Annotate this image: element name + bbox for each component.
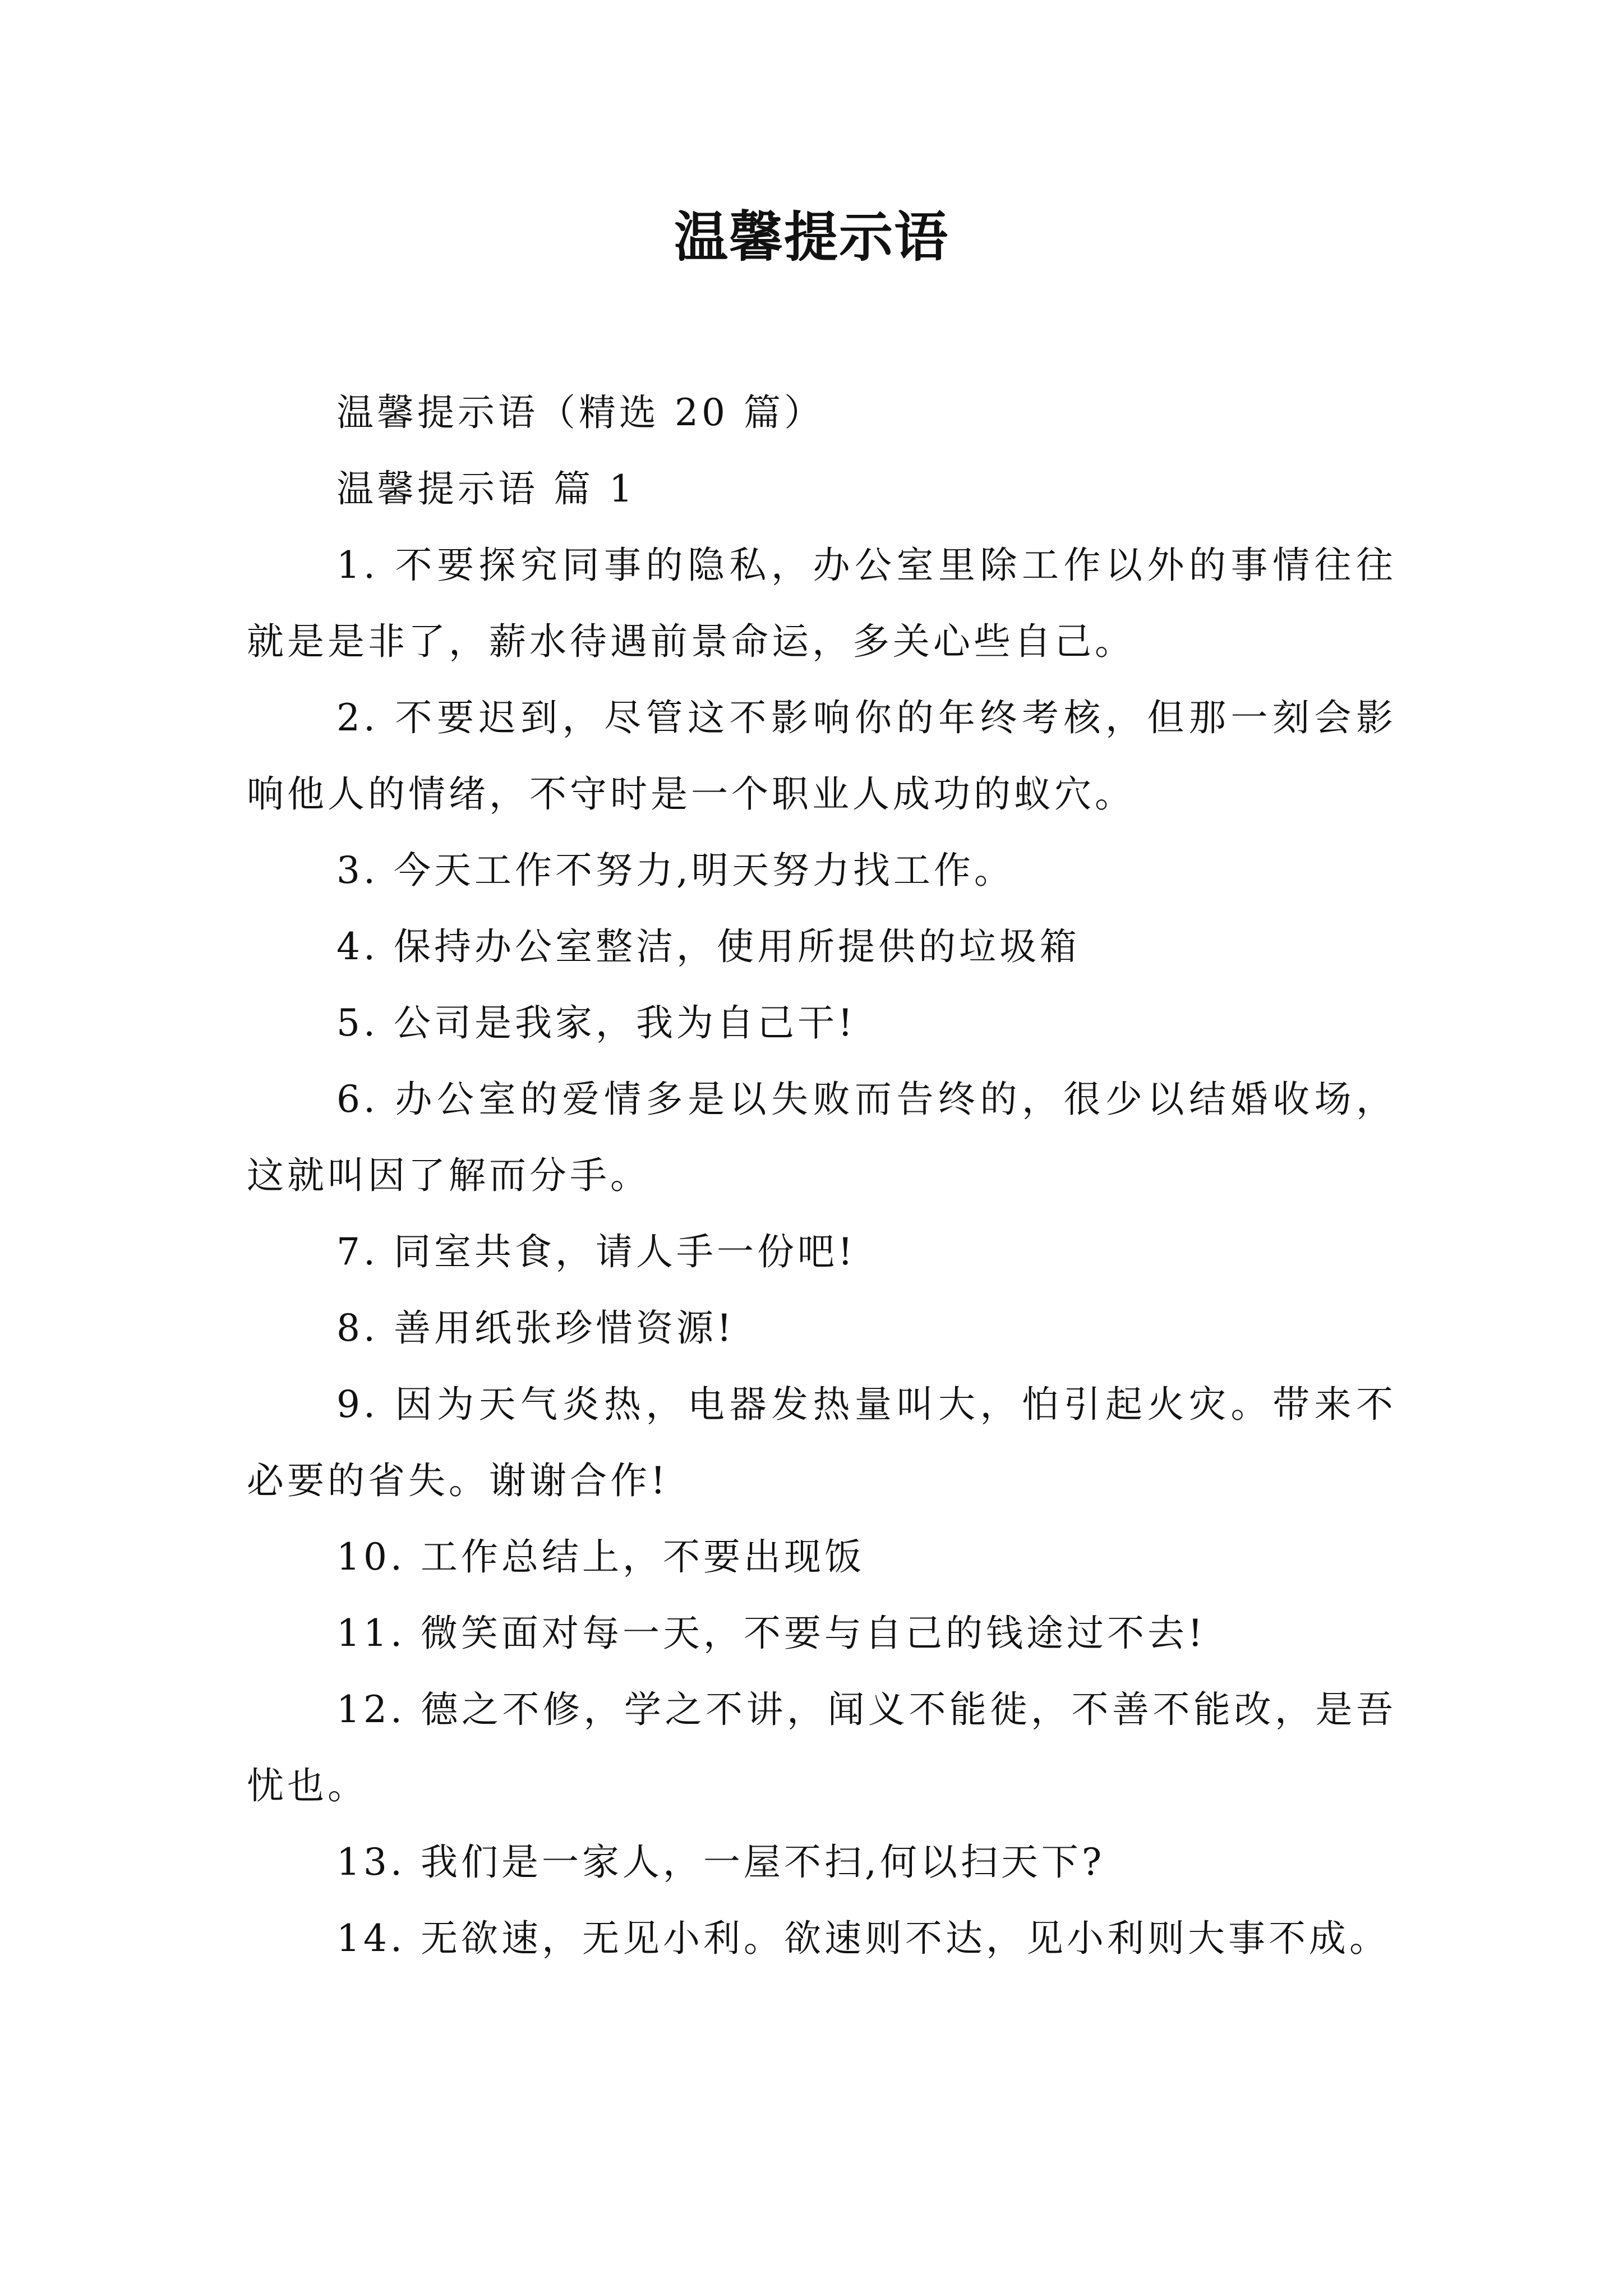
list-item: 8. 善用纸张珍惜资源! <box>336 1306 735 1350</box>
list-item: 7. 同室共食，请人手一份吧! <box>336 1230 856 1273</box>
list-item: 11. 微笑面对每一天，不要与自己的钱途过不去! <box>336 1612 1206 1655</box>
list-item: 3. 今天工作不努力,明天努力找工作。 <box>336 849 1015 892</box>
list-item: 10. 工作总结上，不要出现饭 <box>336 1535 865 1579</box>
list-item: 6. 办公室的爱情多是以失败而告终的，很少以结婚收场，这就叫因了解而分手。 <box>247 1078 1396 1197</box>
list-item: 12. 德之不修，学之不讲，闻义不能徙，不善不能改，是吾忧也。 <box>247 1688 1396 1807</box>
list-item: 9. 因为天气炎热，电器发热量叫大，怕引起火灾。带来不必要的省失。谢谢合作! <box>247 1383 1396 1502</box>
paragraph-section-heading: 温馨提示语 篇 1 <box>336 467 636 510</box>
list-item: 13. 我们是一家人，一屋不扫,何以扫天下? <box>336 1841 1105 1884</box>
document-title: 温馨提示语 <box>674 205 949 269</box>
paragraph-subtitle: 温馨提示语（精选 20 篇） <box>336 391 824 434</box>
list-item: 2. 不要迟到，尽管这不影响你的年终考核，但那一刻会影响他人的情绪，不守时是一个职业人成功的蚁穴。 <box>247 696 1396 816</box>
list-item: 5. 公司是我家，我为自己干! <box>336 1001 856 1045</box>
list-item: 14. 无欲速，无见小利。欲速则不达，见小利则大事不成。 <box>336 1917 1390 1960</box>
list-item: 1. 不要探究同事的隐私，办公室里除工作以外的事情往往就是是非了，薪水待遇前景命运，多关心些自己。 <box>247 544 1396 663</box>
document-body <box>247 375 1396 1977</box>
list-item: 4. 保持办公室整洁，使用所提供的垃圾箱 <box>336 925 1080 968</box>
